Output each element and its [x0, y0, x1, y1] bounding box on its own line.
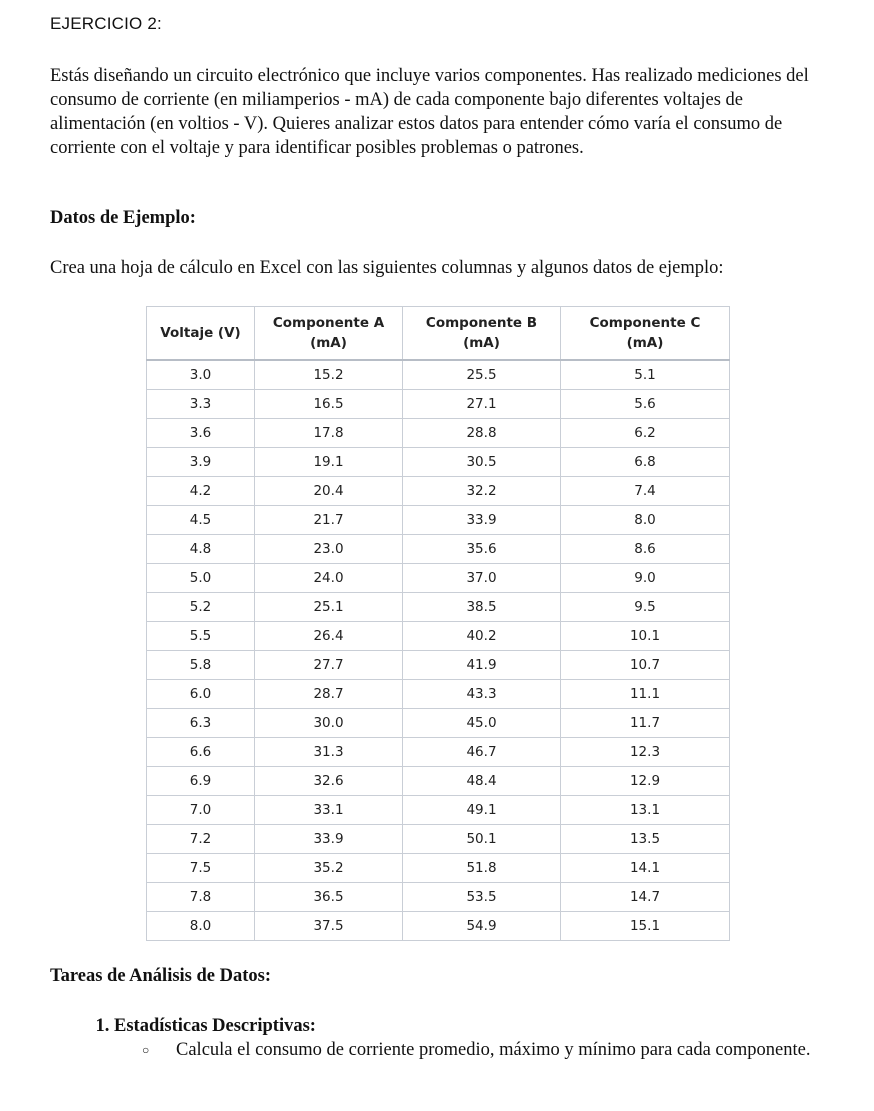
table-cell: 43.3 — [403, 680, 561, 709]
table-cell: 13.5 — [561, 825, 730, 854]
table-cell: 50.1 — [403, 825, 561, 854]
table-cell: 19.1 — [255, 448, 403, 477]
table-cell: 6.8 — [561, 448, 730, 477]
table-cell: 25.1 — [255, 593, 403, 622]
table-cell: 13.1 — [561, 796, 730, 825]
header-component-c-label: Componente C (mA) — [589, 315, 701, 351]
table-cell: 31.3 — [255, 738, 403, 767]
table-cell: 5.0 — [147, 564, 255, 593]
table-cell: 38.5 — [403, 593, 561, 622]
table-row — [147, 738, 730, 767]
table-row — [147, 883, 730, 912]
table-cell: 11.1 — [561, 680, 730, 709]
task-subitems — [114, 1038, 854, 1062]
data-section-heading: Datos de Ejemplo: — [50, 208, 196, 228]
table-row — [147, 419, 730, 448]
table-cell: 4.2 — [147, 477, 255, 506]
table-cell: 27.7 — [255, 651, 403, 680]
table-cell: 36.5 — [255, 883, 403, 912]
table-cell: 48.4 — [403, 767, 561, 796]
data-table — [146, 306, 730, 941]
tasks-list — [78, 1014, 854, 1062]
table-cell: 33.1 — [255, 796, 403, 825]
task-subitem — [142, 1038, 854, 1062]
tasks-section-heading: Tareas de Análisis de Datos: — [50, 966, 272, 986]
table-cell: 33.9 — [255, 825, 403, 854]
table-row — [147, 796, 730, 825]
header-voltage — [147, 307, 255, 361]
table-row — [147, 506, 730, 535]
table-cell: 12.9 — [561, 767, 730, 796]
table-cell: 5.5 — [147, 622, 255, 651]
exercise-title: EJERCICIO 2: — [50, 14, 162, 33]
table-cell: 46.7 — [403, 738, 561, 767]
table-cell: 41.9 — [403, 651, 561, 680]
table-cell: 45.0 — [403, 709, 561, 738]
table-cell: 23.0 — [255, 535, 403, 564]
header-component-a — [255, 307, 403, 361]
table-cell: 28.7 — [255, 680, 403, 709]
header-component-b-label: Componente B (mA) — [425, 315, 538, 351]
table-body — [147, 360, 730, 941]
table-cell: 49.1 — [403, 796, 561, 825]
table-cell: 25.5 — [403, 360, 561, 390]
table-cell: 35.6 — [403, 535, 561, 564]
table-cell: 15.2 — [255, 360, 403, 390]
table-row — [147, 360, 730, 390]
table-row — [147, 564, 730, 593]
table-cell: 53.5 — [403, 883, 561, 912]
table-cell: 3.3 — [147, 390, 255, 419]
table-cell: 8.6 — [561, 535, 730, 564]
table-cell: 14.7 — [561, 883, 730, 912]
table-cell: 6.2 — [561, 419, 730, 448]
table-cell: 17.8 — [255, 419, 403, 448]
table-cell: 32.6 — [255, 767, 403, 796]
table-cell: 27.1 — [403, 390, 561, 419]
table-row — [147, 709, 730, 738]
header-component-a-label: Componente A (mA) — [272, 315, 385, 351]
table-row — [147, 593, 730, 622]
table-cell: 4.8 — [147, 535, 255, 564]
table-row — [147, 477, 730, 506]
table-cell: 26.4 — [255, 622, 403, 651]
table-cell: 32.2 — [403, 477, 561, 506]
table-cell: 24.0 — [255, 564, 403, 593]
table-cell: 20.4 — [255, 477, 403, 506]
table-cell: 33.9 — [403, 506, 561, 535]
table-cell: 6.9 — [147, 767, 255, 796]
table-cell: 5.6 — [561, 390, 730, 419]
table-cell: 3.0 — [147, 360, 255, 390]
table-cell: 5.2 — [147, 593, 255, 622]
table-row — [147, 767, 730, 796]
table-cell: 7.5 — [147, 854, 255, 883]
table-row — [147, 448, 730, 477]
header-component-b — [403, 307, 561, 361]
table-cell: 30.0 — [255, 709, 403, 738]
table-cell: 16.5 — [255, 390, 403, 419]
table-cell: 40.2 — [403, 622, 561, 651]
table-cell: 8.0 — [147, 912, 255, 941]
table-cell: 5.8 — [147, 651, 255, 680]
table-cell: 10.1 — [561, 622, 730, 651]
circle-bullet-icon: ○ — [142, 1043, 150, 1057]
table-cell: 15.1 — [561, 912, 730, 941]
table-row — [147, 912, 730, 941]
table-row — [147, 535, 730, 564]
table-cell: 8.0 — [561, 506, 730, 535]
table-cell: 4.5 — [147, 506, 255, 535]
table-row — [147, 651, 730, 680]
intro-paragraph: Estás diseñando un circuito electrónico que incluye varios componentes. Has realizado mediciones del consumo de corriente (en miliamperios - mA) de cada componente bajo diferentes voltajes de alimentación (en voltios - V). Quieres analizar estos datos para entender cómo varía el consumo de corriente con el voltaje y para identificar posibles problemas o patrones. — [50, 66, 809, 158]
table-cell: 5.1 — [561, 360, 730, 390]
table-cell: 7.4 — [561, 477, 730, 506]
table-cell: 51.8 — [403, 854, 561, 883]
table-header-row — [147, 307, 730, 361]
table-cell: 10.7 — [561, 651, 730, 680]
table-row — [147, 854, 730, 883]
table-row — [147, 622, 730, 651]
table-cell: 54.9 — [403, 912, 561, 941]
instruction-text: Crea una hoja de cálculo en Excel con las siguientes columnas y algunos datos de ejemplo: — [50, 258, 724, 278]
table-cell: 6.3 — [147, 709, 255, 738]
table-cell: 28.8 — [403, 419, 561, 448]
table-cell: 9.5 — [561, 593, 730, 622]
header-voltage-label: Voltaje (V) — [160, 325, 241, 341]
task-item — [114, 1014, 854, 1062]
table-cell: 37.5 — [255, 912, 403, 941]
table-row — [147, 825, 730, 854]
table-row — [147, 680, 730, 709]
table-cell: 6.0 — [147, 680, 255, 709]
table-cell: 7.8 — [147, 883, 255, 912]
table-cell: 9.0 — [561, 564, 730, 593]
table-cell: 3.6 — [147, 419, 255, 448]
table-cell: 35.2 — [255, 854, 403, 883]
table-cell: 11.7 — [561, 709, 730, 738]
table-cell: 37.0 — [403, 564, 561, 593]
table-cell: 30.5 — [403, 448, 561, 477]
task-title: Estadísticas Descriptivas: — [114, 1016, 316, 1036]
table-cell: 12.3 — [561, 738, 730, 767]
table-row — [147, 390, 730, 419]
table-cell: 7.0 — [147, 796, 255, 825]
table-cell: 14.1 — [561, 854, 730, 883]
table-cell: 7.2 — [147, 825, 255, 854]
table-cell: 6.6 — [147, 738, 255, 767]
table-cell: 21.7 — [255, 506, 403, 535]
header-component-c — [561, 307, 730, 361]
table-cell: 3.9 — [147, 448, 255, 477]
task-subitem-text: Calcula el consumo de corriente promedio, máximo y mínimo para cada componente. — [176, 1040, 811, 1060]
